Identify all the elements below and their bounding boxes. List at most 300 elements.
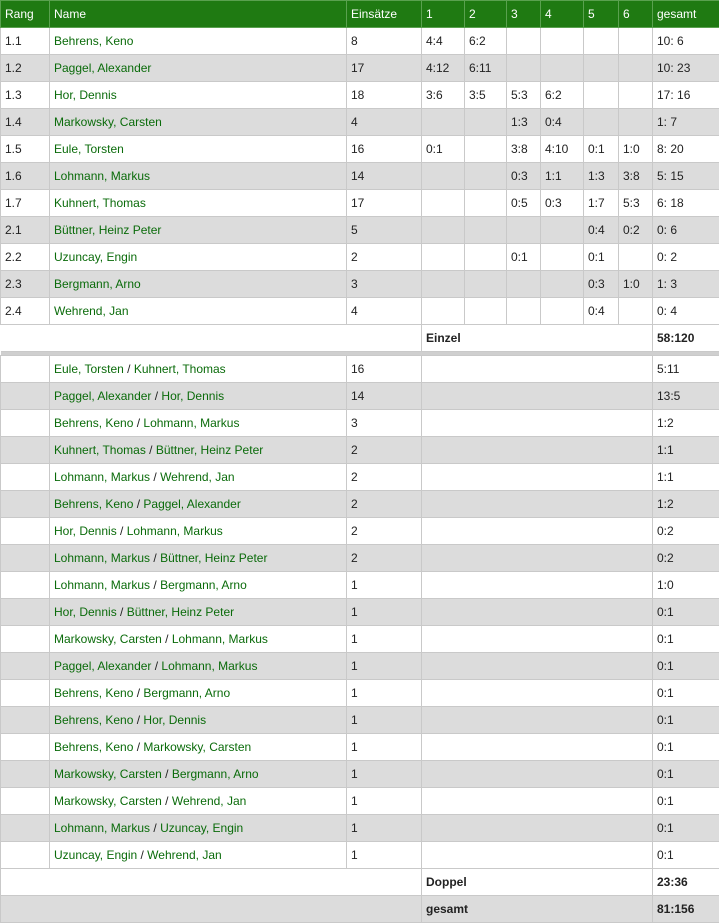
games-cell [422, 518, 653, 545]
total-cell: 17: 16 [653, 82, 719, 109]
player-link[interactable]: Behrens, Keno [54, 497, 133, 511]
einsaetze-cell: 8 [347, 28, 422, 55]
table-row [1, 491, 719, 518]
table-row [1, 680, 719, 707]
player-link[interactable]: Lohmann, Markus [54, 578, 150, 592]
empty-cell [1, 896, 422, 923]
pair-separator: / [150, 551, 160, 565]
total-cell: 1:2 [653, 410, 719, 437]
player-link[interactable]: Lohmann, Markus [161, 659, 257, 673]
game-cell [507, 298, 541, 325]
player-link[interactable]: Markowsky, Carsten [54, 794, 162, 808]
player-link[interactable]: Eule, Torsten [54, 142, 124, 156]
total-cell: 10: 23 [653, 55, 719, 82]
column-header: 1 [422, 1, 465, 28]
rank-cell [1, 842, 50, 869]
total-cell: 0:1 [653, 842, 719, 869]
gesamt-total: 81:156 [653, 896, 719, 923]
table-row [1, 815, 719, 842]
total-cell: 0:2 [653, 545, 719, 572]
player-link[interactable]: Büttner, Heinz Peter [54, 223, 161, 237]
rank-cell: 2.2 [1, 244, 50, 271]
name-cell [50, 190, 347, 217]
player-link[interactable]: Markowsky, Carsten [54, 632, 162, 646]
table-row [1, 761, 719, 788]
player-link[interactable]: Büttner, Heinz Peter [156, 443, 263, 457]
game-cell [465, 298, 507, 325]
table-row [1, 842, 719, 869]
pair-name-cell [50, 545, 347, 572]
games-cell [422, 680, 653, 707]
einsaetze-cell: 1 [347, 788, 422, 815]
table-row [1, 572, 719, 599]
pair-separator: / [117, 524, 127, 538]
games-cell [422, 356, 653, 383]
rank-cell: 1.2 [1, 55, 50, 82]
game-cell: 0:3 [584, 271, 619, 298]
game-cell [541, 28, 584, 55]
pair-name-cell [50, 356, 347, 383]
einsaetze-cell: 1 [347, 815, 422, 842]
total-cell: 0:1 [653, 707, 719, 734]
total-cell: 0: 6 [653, 217, 719, 244]
einsaetze-cell: 1 [347, 572, 422, 599]
game-cell: 0:2 [619, 217, 653, 244]
einsaetze-cell: 2 [347, 437, 422, 464]
header-row [1, 1, 719, 28]
rank-cell [1, 734, 50, 761]
game-cell: 1:0 [619, 136, 653, 163]
game-cell [507, 28, 541, 55]
pair-name-cell [50, 464, 347, 491]
player-link[interactable]: Lohmann, Markus [172, 632, 268, 646]
table-row [1, 271, 719, 298]
pair-separator: / [151, 659, 161, 673]
player-link[interactable]: Hor, Dennis [161, 389, 224, 403]
column-header: 4 [541, 1, 584, 28]
name-cell [50, 82, 347, 109]
player-link[interactable]: Uzuncay, Engin [54, 848, 137, 862]
player-link[interactable]: Wehrend, Jan [160, 470, 235, 484]
column-header: Rang [1, 1, 50, 28]
game-cell [541, 271, 584, 298]
doppel-total: 23:36 [653, 869, 719, 896]
games-cell [422, 464, 653, 491]
rank-cell [1, 707, 50, 734]
game-cell: 0:5 [507, 190, 541, 217]
player-link[interactable]: Markowsky, Carsten [143, 740, 251, 754]
rank-cell: 1.5 [1, 136, 50, 163]
table-row [1, 298, 719, 325]
pair-separator: / [133, 713, 143, 727]
game-cell: 6:11 [465, 55, 507, 82]
game-cell [507, 271, 541, 298]
rank-cell: 1.1 [1, 28, 50, 55]
gesamt-label: gesamt [422, 896, 653, 923]
column-header: 3 [507, 1, 541, 28]
game-cell: 0:1 [584, 136, 619, 163]
pair-name-cell [50, 842, 347, 869]
rank-cell [1, 437, 50, 464]
einsaetze-cell: 1 [347, 734, 422, 761]
einsaetze-cell: 1 [347, 626, 422, 653]
rank-cell [1, 491, 50, 518]
name-cell [50, 55, 347, 82]
player-link[interactable]: Wehrend, Jan [172, 794, 247, 808]
table-row [1, 788, 719, 815]
pair-name-cell [50, 653, 347, 680]
table-row [1, 599, 719, 626]
pair-separator: / [133, 686, 143, 700]
pair-name-cell [50, 437, 347, 464]
game-cell: 6:2 [541, 82, 584, 109]
pair-name-cell [50, 680, 347, 707]
rank-cell [1, 788, 50, 815]
rank-cell [1, 356, 50, 383]
total-cell: 0:1 [653, 626, 719, 653]
total-cell: 0:1 [653, 788, 719, 815]
player-link[interactable]: Lohmann, Markus [127, 524, 223, 538]
table-row [1, 82, 719, 109]
player-link[interactable]: Bergmann, Arno [143, 686, 230, 700]
pair-name-cell [50, 815, 347, 842]
game-cell: 1:3 [507, 109, 541, 136]
empty-cell [1, 869, 422, 896]
pair-separator: / [162, 767, 172, 781]
pair-separator: / [133, 416, 143, 430]
table-row [1, 217, 719, 244]
game-cell [584, 28, 619, 55]
player-link[interactable]: Lohmann, Markus [54, 470, 150, 484]
table-row [1, 545, 719, 572]
total-cell: 0:1 [653, 815, 719, 842]
game-cell: 0:4 [541, 109, 584, 136]
column-header: 6 [619, 1, 653, 28]
total-cell: 0: 4 [653, 298, 719, 325]
name-cell [50, 136, 347, 163]
einsaetze-cell: 1 [347, 761, 422, 788]
game-cell [465, 190, 507, 217]
game-cell [422, 244, 465, 271]
einzel-summary-row [1, 325, 719, 352]
game-cell: 5:3 [619, 190, 653, 217]
name-cell [50, 163, 347, 190]
games-cell [422, 599, 653, 626]
game-cell [619, 82, 653, 109]
total-cell: 13:5 [653, 383, 719, 410]
games-cell [422, 545, 653, 572]
player-link[interactable]: Kuhnert, Thomas [54, 196, 146, 210]
total-cell: 0:1 [653, 734, 719, 761]
table-row [1, 244, 719, 271]
column-header: 2 [465, 1, 507, 28]
einsaetze-cell: 17 [347, 55, 422, 82]
player-link[interactable]: Behrens, Keno [54, 686, 133, 700]
player-link[interactable]: Bergmann, Arno [172, 767, 259, 781]
player-link[interactable]: Uzuncay, Engin [160, 821, 243, 835]
game-cell [541, 217, 584, 244]
table-row [1, 464, 719, 491]
rank-cell: 1.6 [1, 163, 50, 190]
player-link[interactable]: Hor, Dennis [143, 713, 206, 727]
games-cell [422, 383, 653, 410]
game-cell: 1:1 [541, 163, 584, 190]
pair-separator: / [117, 605, 127, 619]
player-link[interactable]: Eule, Torsten [54, 362, 124, 376]
doppel-label: Doppel [422, 869, 653, 896]
rank-cell: 2.3 [1, 271, 50, 298]
games-cell [422, 815, 653, 842]
pair-separator: / [133, 497, 143, 511]
einsaetze-cell: 2 [347, 464, 422, 491]
einsaetze-cell: 16 [347, 136, 422, 163]
game-cell [541, 244, 584, 271]
table-row [1, 163, 719, 190]
einsaetze-cell: 2 [347, 545, 422, 572]
pair-separator: / [150, 470, 160, 484]
total-cell: 10: 6 [653, 28, 719, 55]
game-cell: 3:5 [465, 82, 507, 109]
pair-name-cell [50, 707, 347, 734]
game-cell [619, 109, 653, 136]
pair-separator: / [150, 578, 160, 592]
total-cell: 0: 2 [653, 244, 719, 271]
game-cell [584, 82, 619, 109]
game-cell [507, 55, 541, 82]
player-link[interactable]: Behrens, Keno [54, 713, 133, 727]
total-cell: 0:2 [653, 518, 719, 545]
games-cell [422, 410, 653, 437]
gesamt-summary-row [1, 896, 719, 923]
rank-cell [1, 572, 50, 599]
einsaetze-cell: 1 [347, 653, 422, 680]
player-link[interactable]: Behrens, Keno [54, 740, 133, 754]
table-row [1, 707, 719, 734]
player-link[interactable]: Lohmann, Markus [54, 821, 150, 835]
name-cell [50, 217, 347, 244]
game-cell: 0:1 [422, 136, 465, 163]
einsaetze-cell: 16 [347, 356, 422, 383]
games-cell [422, 572, 653, 599]
games-cell [422, 437, 653, 464]
player-link[interactable]: Behrens, Keno [54, 34, 133, 48]
table-row [1, 136, 719, 163]
player-link[interactable]: Wehrend, Jan [147, 848, 222, 862]
einsaetze-cell: 1 [347, 707, 422, 734]
total-cell: 5:11 [653, 356, 719, 383]
game-cell [422, 109, 465, 136]
table-row [1, 653, 719, 680]
pair-name-cell [50, 626, 347, 653]
pair-separator: / [133, 740, 143, 754]
rank-cell: 2.4 [1, 298, 50, 325]
total-cell: 1: 7 [653, 109, 719, 136]
player-link[interactable]: Hor, Dennis [54, 88, 117, 102]
total-cell: 0:1 [653, 653, 719, 680]
player-link[interactable]: Paggel, Alexander [143, 497, 240, 511]
game-cell [541, 55, 584, 82]
rank-cell [1, 383, 50, 410]
total-cell: 0:1 [653, 680, 719, 707]
rank-cell [1, 761, 50, 788]
table-row [1, 383, 719, 410]
game-cell [465, 217, 507, 244]
game-cell: 4:4 [422, 28, 465, 55]
einsaetze-cell: 2 [347, 491, 422, 518]
game-cell [422, 298, 465, 325]
games-cell [422, 653, 653, 680]
einzel-label: Einzel [422, 325, 653, 352]
einsaetze-cell: 17 [347, 190, 422, 217]
game-cell [465, 163, 507, 190]
game-cell [619, 55, 653, 82]
einsaetze-cell: 3 [347, 410, 422, 437]
player-link[interactable]: Paggel, Alexander [54, 389, 151, 403]
table-row [1, 28, 719, 55]
pair-separator: / [151, 389, 161, 403]
rank-cell [1, 653, 50, 680]
total-cell: 1:0 [653, 572, 719, 599]
game-cell: 0:3 [507, 163, 541, 190]
rank-cell [1, 518, 50, 545]
einsaetze-cell: 14 [347, 383, 422, 410]
table-row [1, 190, 719, 217]
player-link[interactable]: Paggel, Alexander [54, 61, 151, 75]
game-cell [422, 190, 465, 217]
player-link[interactable]: Bergmann, Arno [54, 277, 141, 291]
table-row [1, 518, 719, 545]
total-cell: 0:1 [653, 599, 719, 626]
pair-separator: / [150, 821, 160, 835]
rank-cell: 2.1 [1, 217, 50, 244]
player-link[interactable]: Markowsky, Carsten [54, 115, 162, 129]
games-cell [422, 842, 653, 869]
pair-name-cell [50, 491, 347, 518]
name-cell [50, 28, 347, 55]
pair-name-cell [50, 572, 347, 599]
einsaetze-cell: 3 [347, 271, 422, 298]
game-cell [619, 244, 653, 271]
column-header: 5 [584, 1, 619, 28]
player-link[interactable]: Behrens, Keno [54, 416, 133, 430]
rank-cell [1, 410, 50, 437]
game-cell: 0:1 [507, 244, 541, 271]
rank-cell: 1.7 [1, 190, 50, 217]
rank-cell [1, 680, 50, 707]
pair-separator: / [162, 794, 172, 808]
game-cell [541, 298, 584, 325]
game-cell: 1:0 [619, 271, 653, 298]
total-cell: 6: 18 [653, 190, 719, 217]
game-cell: 0:4 [584, 217, 619, 244]
rank-cell [1, 545, 50, 572]
game-cell: 6:2 [465, 28, 507, 55]
player-link[interactable]: Hor, Dennis [54, 524, 117, 538]
game-cell [465, 244, 507, 271]
rank-cell [1, 626, 50, 653]
einsaetze-cell: 4 [347, 298, 422, 325]
game-cell: 3:6 [422, 82, 465, 109]
player-link[interactable]: Markowsky, Carsten [54, 767, 162, 781]
game-cell [584, 109, 619, 136]
games-cell [422, 788, 653, 815]
total-cell: 1: 3 [653, 271, 719, 298]
einsaetze-cell: 2 [347, 518, 422, 545]
pair-separator: / [162, 632, 172, 646]
pair-name-cell [50, 734, 347, 761]
game-cell: 0:3 [541, 190, 584, 217]
name-cell [50, 298, 347, 325]
player-link[interactable]: Lohmann, Markus [54, 169, 150, 183]
player-link[interactable]: Lohmann, Markus [54, 551, 150, 565]
name-cell [50, 109, 347, 136]
player-link[interactable]: Bergmann, Arno [160, 578, 247, 592]
player-link[interactable]: Kuhnert, Thomas [134, 362, 226, 376]
rank-cell: 1.3 [1, 82, 50, 109]
table-row [1, 626, 719, 653]
game-cell: 3:8 [619, 163, 653, 190]
player-link[interactable]: Uzuncay, Engin [54, 250, 137, 264]
game-cell: 0:1 [584, 244, 619, 271]
pair-name-cell [50, 788, 347, 815]
pair-name-cell [50, 518, 347, 545]
player-link[interactable]: Hor, Dennis [54, 605, 117, 619]
total-cell: 1:1 [653, 464, 719, 491]
game-cell [619, 298, 653, 325]
player-link[interactable]: Paggel, Alexander [54, 659, 151, 673]
doppel-summary-row [1, 869, 719, 896]
empty-cell [1, 325, 422, 352]
einsaetze-cell: 18 [347, 82, 422, 109]
total-cell: 1:1 [653, 437, 719, 464]
table-row [1, 356, 719, 383]
player-link[interactable]: Büttner, Heinz Peter [127, 605, 234, 619]
game-cell: 4:10 [541, 136, 584, 163]
game-cell: 5:3 [507, 82, 541, 109]
column-header: Einsätze [347, 1, 422, 28]
game-cell: 0:4 [584, 298, 619, 325]
einsaetze-cell: 1 [347, 599, 422, 626]
games-cell [422, 734, 653, 761]
column-header: Name [50, 1, 347, 28]
game-cell [465, 271, 507, 298]
game-cell [422, 217, 465, 244]
player-link[interactable]: Lohmann, Markus [143, 416, 239, 430]
game-cell [619, 28, 653, 55]
rank-cell: 1.4 [1, 109, 50, 136]
column-header: gesamt [653, 1, 719, 28]
game-cell: 3:8 [507, 136, 541, 163]
einsaetze-cell: 5 [347, 217, 422, 244]
pair-separator: / [137, 848, 147, 862]
einzel-total: 58:120 [653, 325, 719, 352]
total-cell: 8: 20 [653, 136, 719, 163]
name-cell [50, 271, 347, 298]
player-link[interactable]: Büttner, Heinz Peter [160, 551, 267, 565]
pair-separator: / [146, 443, 156, 457]
game-cell: 1:3 [584, 163, 619, 190]
table-row [1, 55, 719, 82]
pair-separator: / [124, 362, 134, 376]
game-cell [465, 109, 507, 136]
player-link[interactable]: Kuhnert, Thomas [54, 443, 146, 457]
game-cell [507, 217, 541, 244]
einsaetze-cell: 2 [347, 244, 422, 271]
pair-name-cell [50, 761, 347, 788]
total-cell: 1:2 [653, 491, 719, 518]
einsaetze-cell: 14 [347, 163, 422, 190]
player-link[interactable]: Wehrend, Jan [54, 304, 129, 318]
